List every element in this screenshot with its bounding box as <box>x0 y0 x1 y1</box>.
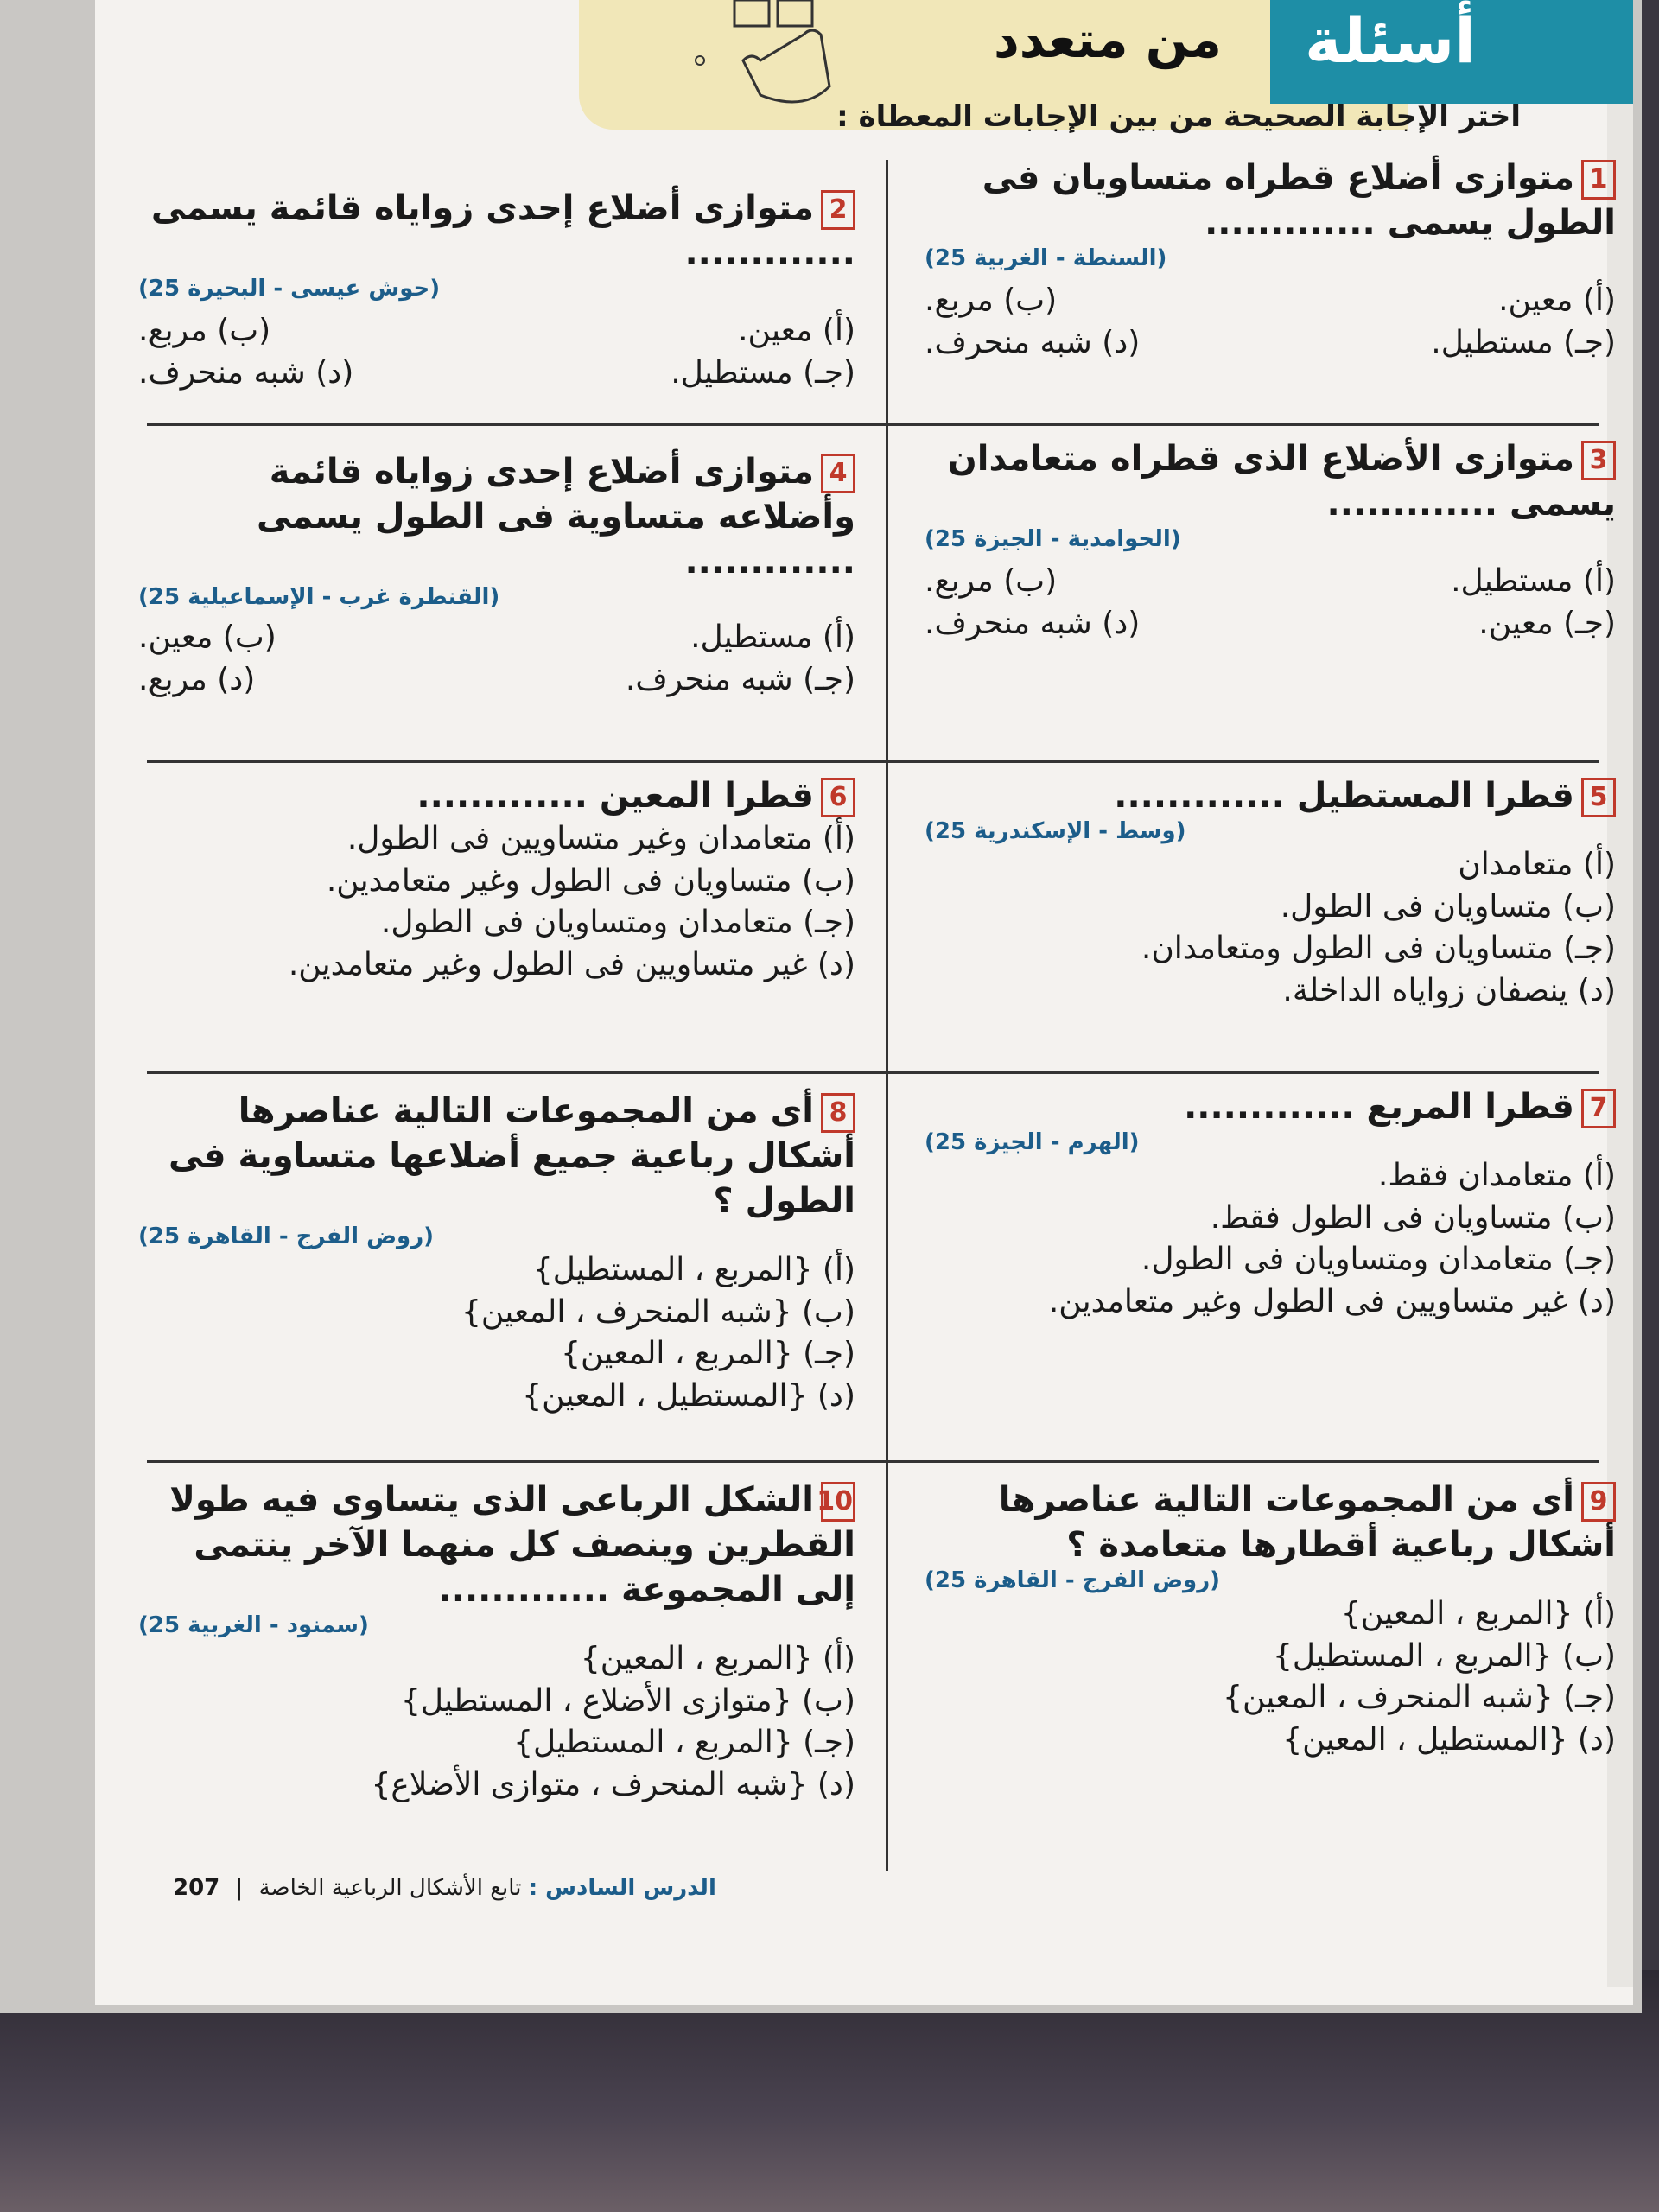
instruction-text: اختر الإجابة الصحيحة من بين الإجابات المعطاة : <box>836 99 1521 134</box>
option-c[interactable]: (جـ) {المربع ، المستطيل} <box>513 1725 855 1761</box>
question-2 <box>138 186 855 394</box>
row-divider <box>147 760 1599 763</box>
option-d[interactable]: (د) ينصفان زواياه الداخلة. <box>1282 972 1616 1008</box>
option-d[interactable]: (د) {المستطيل ، المعين} <box>1282 1721 1616 1758</box>
question-source: (روض الفرج - القاهرة 25) <box>138 1224 435 1249</box>
option-d[interactable]: (د) غير متساويين فى الطول وغير متعامدين. <box>288 946 855 982</box>
option-b[interactable]: (ب) {متوازى الأضلاع ، المستطيل} <box>401 1682 855 1719</box>
option-b[interactable]: (ب) مربع. <box>138 313 271 348</box>
row-divider <box>147 1460 1599 1463</box>
option-a[interactable]: (أ) {المربع ، المعين} <box>580 1641 855 1676</box>
question-10 <box>138 1478 855 1806</box>
row-divider <box>147 423 1599 426</box>
option-d[interactable]: (د) شبه منحرف. <box>138 354 354 391</box>
book-page <box>95 0 1633 2005</box>
option-b[interactable]: (ب) متساويان فى الطول فقط. <box>1210 1199 1616 1236</box>
option-d[interactable]: (د) غير متساويين فى الطول وغير متعامدين. <box>1048 1283 1616 1319</box>
question-text: متوازى أضلاع إحدى زواياه قائمة وأضلاعه متساوية فى الطول يسمى ............. <box>257 452 855 582</box>
question-text: متوازى الأضلاع الذى قطراه متعامدان يسمى ............. <box>947 439 1616 524</box>
question-3 <box>925 436 1616 645</box>
question-source: (القنطرة غرب - الإسماعيلية 25) <box>138 584 500 610</box>
option-a[interactable]: (أ) معين. <box>1498 283 1616 318</box>
option-c[interactable]: (جـ) معين. <box>1478 605 1616 641</box>
page-number: 207 <box>173 1875 220 1901</box>
option-a[interactable]: (أ) {المربع ، المستطيل} <box>532 1252 855 1287</box>
option-b[interactable]: (ب) مربع. <box>925 563 1058 599</box>
question-6 <box>138 773 855 986</box>
question-text: أى من المجموعات التالية عناصرها أشكال رباعية جميع أضلاعها متساوية فى الطول ؟ <box>168 1091 855 1221</box>
option-c[interactable]: (جـ) {المربع ، المعين} <box>561 1336 855 1372</box>
question-text: متوازى أضلاع إحدى زواياه قائمة يسمى ............. <box>150 188 855 273</box>
option-c[interactable]: (جـ) شبه منحرف. <box>625 661 855 697</box>
question-9 <box>925 1478 1616 1761</box>
question-number: 3 <box>1581 441 1616 480</box>
footer-lesson: الدرس السادس : <box>528 1875 716 1901</box>
question-source: (روض الفرج - القاهرة 25) <box>925 1567 1221 1593</box>
option-d[interactable]: (د) شبه منحرف. <box>925 324 1141 360</box>
question-number: 8 <box>821 1093 855 1133</box>
question-source: (الحوامدية - الجيزة 25) <box>925 526 1181 552</box>
option-b[interactable]: (ب) مربع. <box>925 283 1058 318</box>
question-number: 1 <box>1581 160 1616 200</box>
option-c[interactable]: (جـ) مستطيل. <box>1431 324 1616 360</box>
page-footer: الدرس السادس : تابع الأشكال الرباعية الخاصة | 207 <box>173 1875 716 1901</box>
question-number: 9 <box>1581 1482 1616 1522</box>
question-4 <box>138 449 855 701</box>
option-b[interactable]: (ب) متساويان فى الطول. <box>1280 888 1616 925</box>
question-text: قطرا المربع ............. <box>1184 1087 1574 1127</box>
column-divider <box>886 160 888 1871</box>
option-b[interactable]: (ب) معين. <box>138 620 276 655</box>
question-text: متوازى أضلاع قطراه متساويان فى الطول يسمى ............. <box>982 158 1616 243</box>
question-source: (سمنود - الغربية 25) <box>138 1612 369 1638</box>
option-a[interactable]: (أ) متعامدان وغير متساويين فى الطول. <box>346 821 855 856</box>
option-c[interactable]: (جـ) متساويان فى الطول ومتعامدان. <box>1141 931 1616 967</box>
option-c[interactable]: (جـ) {شبه المنحرف ، المعين} <box>1223 1680 1616 1716</box>
question-source: (السنطة - الغربية 25) <box>925 245 1167 271</box>
option-d[interactable]: (د) {شبه المنحرف ، متوازى الأضلاع} <box>371 1766 855 1802</box>
question-number: 6 <box>821 778 855 817</box>
question-text: أى من المجموعات التالية عناصرها أشكال رباعية أقطارها متعامدة ؟ <box>998 1480 1616 1565</box>
option-d[interactable]: (د) شبه منحرف. <box>925 605 1141 641</box>
option-b[interactable]: (ب) متساويان فى الطول وغير متعامدين. <box>326 862 855 899</box>
option-a[interactable]: (أ) متعامدان فقط. <box>1377 1158 1616 1193</box>
footer-topic: تابع الأشكال الرباعية الخاصة <box>258 1875 522 1901</box>
question-number: 7 <box>1581 1089 1616 1128</box>
question-number: 2 <box>821 190 855 230</box>
question-number: 4 <box>821 454 855 493</box>
option-a[interactable]: (أ) متعامدان <box>1458 847 1616 882</box>
header-subtitle: من متعدد <box>994 10 1222 69</box>
option-c[interactable]: (جـ) متعامدان ومتساويان فى الطول. <box>380 905 855 941</box>
option-d[interactable]: (د) مربع. <box>138 661 256 697</box>
option-a[interactable]: (أ) مستطيل. <box>1451 563 1616 599</box>
option-c[interactable]: (جـ) مستطيل. <box>671 354 855 391</box>
question-5 <box>925 773 1616 1012</box>
option-d[interactable]: (د) {المستطيل ، المعين} <box>522 1377 855 1414</box>
question-text: الشكل الرباعى الذى يتساوى فيه طولا القطرين وينصف كل منهما الآخر ينتمى إلى المجموعة ............. <box>169 1480 855 1610</box>
header-title: أسئلة <box>1305 4 1476 77</box>
option-a[interactable]: (أ) {المربع ، المعين} <box>1340 1596 1616 1631</box>
option-a[interactable]: (أ) مستطيل. <box>690 620 855 655</box>
question-source: (الهرم - الجيزة 25) <box>925 1129 1140 1155</box>
question-number: 10 <box>821 1482 855 1522</box>
option-b[interactable]: (ب) {شبه المنحرف ، المعين} <box>461 1294 855 1330</box>
question-text: قطرا المستطيل ............. <box>1114 776 1574 816</box>
option-a[interactable]: (أ) معين. <box>738 313 855 348</box>
question-source: (حوش عيسى - البحيرة 25) <box>138 276 441 302</box>
question-1 <box>925 156 1616 364</box>
row-divider <box>147 1071 1599 1074</box>
question-source: (وسط - الإسكندرية 25) <box>925 818 1186 844</box>
option-c[interactable]: (جـ) متعامدان ومتساويان فى الطول. <box>1141 1242 1616 1278</box>
question-7 <box>925 1084 1616 1323</box>
question-number: 5 <box>1581 778 1616 817</box>
option-b[interactable]: (ب) {المربع ، المستطيل} <box>1273 1637 1616 1674</box>
question-8 <box>138 1089 855 1417</box>
question-text: قطرا المعين ............. <box>416 776 814 816</box>
pointing-hand-icon <box>648 0 907 112</box>
